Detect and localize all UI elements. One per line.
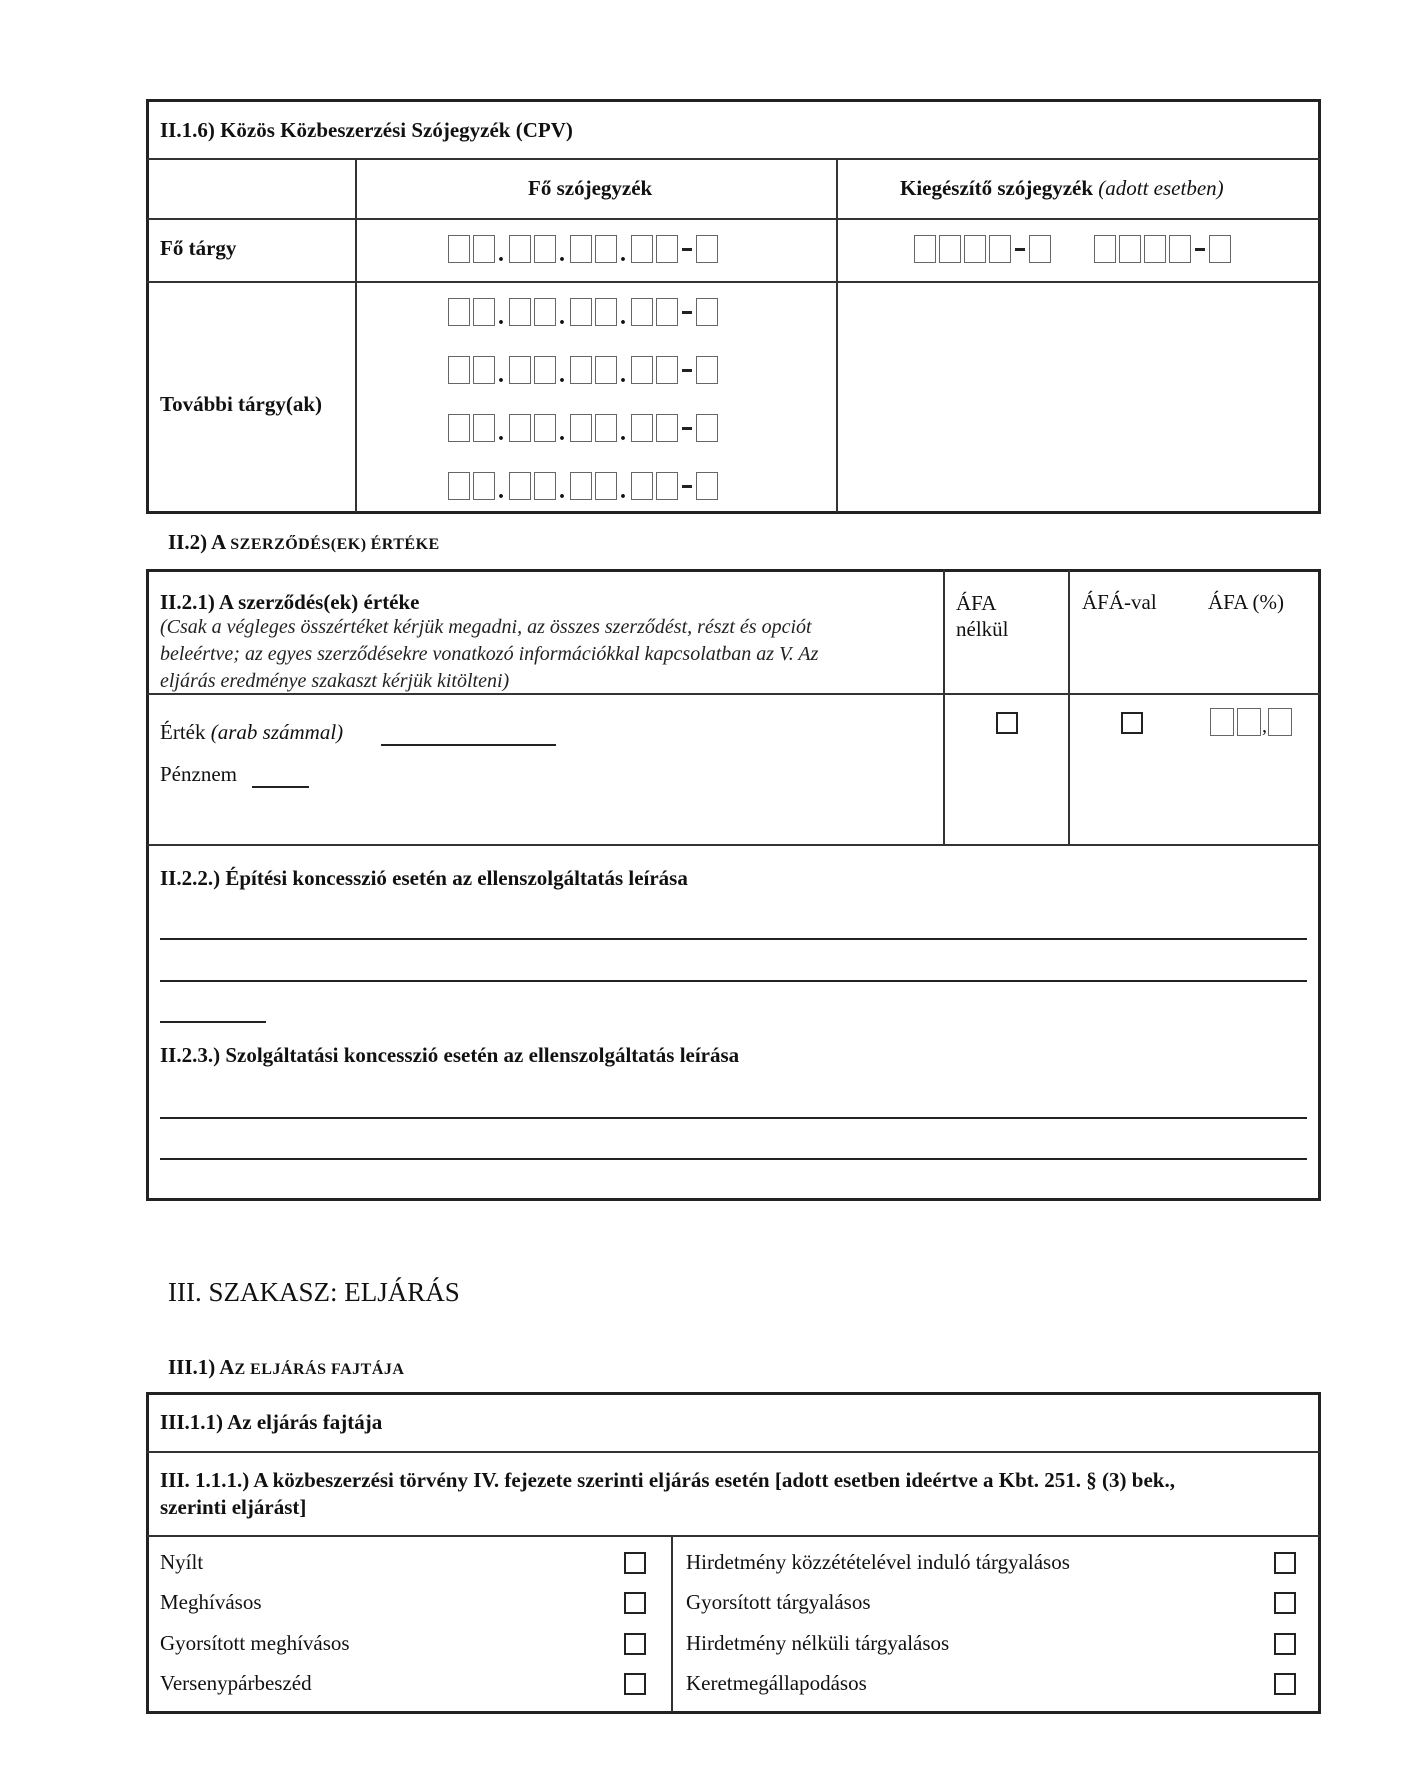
option-accelerated-restricted-checkbox[interactable] [624, 1633, 646, 1655]
cpv-col-supp-header [900, 176, 1224, 201]
option-competitive-dialogue-label: Versenypárbeszéd [160, 1671, 312, 1695]
option-negotiated-with-notice-checkbox[interactable] [1274, 1552, 1296, 1574]
cpv-col-supp-label: Kiegészítő szójegyzék [900, 176, 1094, 200]
col-vat-included-header: ÁFÁ-val [1082, 590, 1157, 614]
col-vat-excluded-header [956, 590, 1009, 642]
value-heading-word: SZERZŐDÉS(EK) [230, 536, 367, 553]
cpv-main-code-field[interactable]: . . . [448, 233, 721, 263]
cpv-divider [836, 159, 838, 512]
option-framework-agreement-checkbox[interactable] [1274, 1673, 1296, 1695]
cpv-row-more-label: További tárgy(ak) [160, 392, 323, 416]
cpv-table [146, 99, 1321, 514]
cpv-col-main-header: Fő szójegyzék [528, 176, 653, 200]
col-vat-excluded-line: ÁFA [956, 591, 997, 615]
value-amount-note: (arab számmal) [210, 720, 344, 744]
value-section-heading [168, 530, 440, 555]
cpv-divider [147, 281, 1320, 283]
cpv-more-code-field[interactable]: . . . [448, 296, 721, 326]
procedure-divider [147, 1451, 1320, 1453]
cpv-more-code-field[interactable]: . . . [448, 354, 721, 384]
value-divider [1068, 570, 1070, 845]
procedure-heading [168, 1355, 404, 1380]
option-accelerated-negotiated-checkbox[interactable] [1274, 1592, 1296, 1614]
procedure-section-title: III. SZAKASZ: ELJÁRÁS [168, 1277, 460, 1307]
vat-excluded-checkbox[interactable] [996, 712, 1018, 734]
building-concession-input[interactable] [160, 980, 1307, 982]
option-negotiated-without-notice-label: Hirdetmény nélküli tárgyalásos [686, 1631, 950, 1655]
value-heading-word: ÉRTÉKE [370, 536, 440, 553]
value-divider [943, 570, 945, 845]
cpv-more-code-field[interactable]: . . . [448, 412, 721, 442]
option-competitive-dialogue-checkbox[interactable] [624, 1673, 646, 1695]
option-accelerated-restricted-label: Gyorsított meghívásos [160, 1631, 350, 1655]
value-amount-text: Érték [160, 720, 206, 744]
value-divider [147, 844, 1320, 846]
procedure-divider [671, 1536, 673, 1712]
cpv-more-code-field[interactable]: . . . [448, 470, 721, 500]
service-concession-input[interactable] [160, 1158, 1307, 1160]
option-framework-agreement-label: Keretmegállapodásos [686, 1671, 867, 1695]
vat-percent-field[interactable] [1210, 706, 1295, 736]
cpv-divider [147, 158, 1320, 160]
value-amount-label [160, 720, 343, 745]
procedure-heading-word: Z ELJÁRÁS FAJTÁJA [234, 1361, 405, 1378]
option-restricted-label: Meghívásos [160, 1590, 262, 1614]
cpv-section-title: II.1.6) Közös Közbeszerzési Szójegyzék (CPV) [160, 118, 573, 142]
option-open-checkbox[interactable] [624, 1552, 646, 1574]
value-note-line: (Csak a végleges összértéket kérjük megadni, az összes szerződést, részt és opciót [160, 616, 812, 638]
cpv-divider [355, 159, 357, 512]
cpv-row-main-label: Fő tárgy [160, 236, 237, 260]
service-concession-title: II.2.3.) Szolgáltatási koncesszió esetén az ellenszolgáltatás leírása [160, 1043, 740, 1067]
value-amount-input[interactable] [381, 744, 556, 746]
value-note-line: eljárás eredménye szakaszt kérjük kitölteni) [160, 670, 510, 692]
vat-included-checkbox[interactable] [1121, 712, 1143, 734]
procedure-heading-num: III.1) [168, 1355, 216, 1379]
procedure-law-line: III. 1.1.1.) A közbeszerzési törvény IV. fejezete szerinti eljárás esetén [adott esetben ideértve a Kbt. 251. § (3) bek., [160, 1468, 1175, 1492]
currency-label: Pénznem [160, 762, 237, 786]
value-subtitle: II.2.1) A szerződés(ek) értéke [160, 590, 420, 614]
procedure-law-text [160, 1467, 1175, 1521]
option-restricted-checkbox[interactable] [624, 1592, 646, 1614]
value-note [160, 614, 940, 695]
option-open-label: Nyílt [160, 1550, 204, 1574]
procedure-subtitle: III.1.1) Az eljárás fajtája [160, 1410, 383, 1434]
value-heading-num: II.2) [168, 530, 208, 554]
col-vat-excluded-line: nélkül [956, 617, 1009, 641]
procedure-law-line: szerinti eljárást] [160, 1495, 307, 1519]
option-negotiated-with-notice-label: Hirdetmény közzétételével induló tárgyalásos [686, 1550, 1070, 1574]
value-note-line: beleértve; az egyes szerződésekre vonatkozó információkkal kapcsolatban az V. Az [160, 643, 819, 665]
procedure-divider [147, 1535, 1320, 1537]
service-concession-input[interactable] [160, 1198, 266, 1200]
vat-percent-comma: , [1262, 715, 1267, 737]
cpv-divider [147, 218, 1320, 220]
service-concession-input[interactable] [160, 1117, 1307, 1119]
cpv-col-supp-note: (adott esetben) [1098, 176, 1224, 200]
cpv-supp-code-field[interactable] [914, 233, 1234, 263]
building-concession-input[interactable] [160, 1021, 266, 1023]
currency-input[interactable] [252, 786, 309, 788]
col-vat-percent-header: ÁFA (%) [1208, 590, 1285, 614]
option-negotiated-without-notice-checkbox[interactable] [1274, 1633, 1296, 1655]
building-concession-input[interactable] [160, 938, 1307, 940]
procedure-heading-initial: A [219, 1355, 235, 1379]
value-heading-initial: A [211, 530, 227, 554]
building-concession-title: II.2.2.) Építési koncesszió esetén az ellenszolgáltatás leírása [160, 866, 688, 890]
option-accelerated-negotiated-label: Gyorsított tárgyalásos [686, 1590, 871, 1614]
